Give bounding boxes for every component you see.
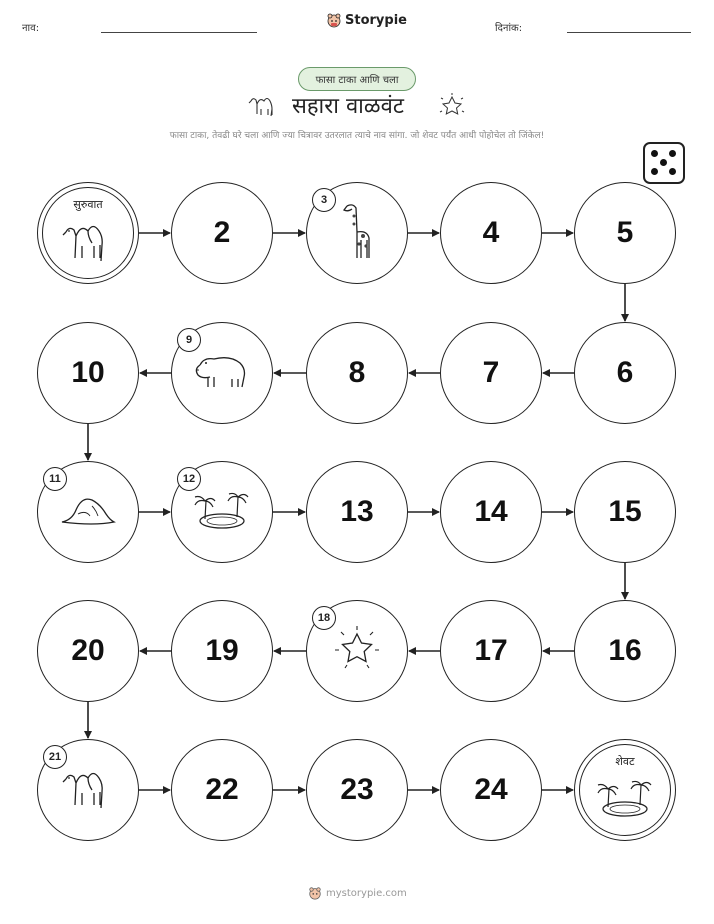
board-cell[interactable]: [574, 461, 676, 563]
board-cell[interactable]: [306, 739, 408, 841]
finish-label: शेवट: [615, 755, 635, 768]
cell-number: 15: [608, 495, 642, 528]
cell-number: 7: [482, 356, 500, 389]
board-cell[interactable]: [171, 600, 273, 702]
start-cell[interactable]: [37, 182, 139, 284]
cell-number: 17: [474, 634, 508, 667]
board-cell[interactable]: [440, 739, 542, 841]
cell-number: 23: [340, 773, 374, 806]
board-cell[interactable]: [306, 461, 408, 563]
cell-number: 10: [71, 356, 105, 389]
board-cell[interactable]: [171, 739, 273, 841]
cell-number-badge: 11: [43, 467, 67, 491]
board-cell[interactable]: [306, 322, 408, 424]
game-title: सहारा वाळवंट: [292, 94, 404, 119]
finish-cell[interactable]: [574, 739, 676, 841]
cell-number: 16: [608, 634, 642, 667]
camel-icon: [60, 765, 116, 815]
cell-number: 22: [205, 773, 239, 806]
start-label: सुरुवात: [73, 198, 103, 211]
cell-number: 20: [71, 634, 105, 667]
cell-number: 24: [474, 773, 508, 806]
name-label: नाव:: [22, 23, 40, 34]
board-cell[interactable]: [440, 600, 542, 702]
brand-name: Storypie: [345, 12, 407, 28]
board-cell[interactable]: [37, 322, 139, 424]
cell-number: 2: [213, 216, 231, 249]
cell-number: 8: [348, 356, 366, 389]
board-cell[interactable]: [440, 322, 542, 424]
board-cell[interactable]: [574, 322, 676, 424]
cell-number: 4: [482, 216, 500, 249]
board-cell[interactable]: [440, 182, 542, 284]
storypie-mascot-icon: [308, 886, 322, 900]
giraffe-icon: [337, 202, 377, 264]
sand-dune-icon: [58, 492, 118, 532]
cell-number: 13: [340, 495, 374, 528]
footer-url[interactable]: mystorypie.com: [326, 887, 407, 899]
cell-number-badge: 21: [43, 745, 67, 769]
cell-number-badge: 9: [177, 328, 201, 352]
footer: [308, 886, 407, 900]
cell-number-badge: 12: [177, 467, 201, 491]
cell-number: 6: [616, 356, 634, 389]
cell-number-badge: 3: [312, 188, 336, 212]
board-cell[interactable]: [37, 600, 139, 702]
date-label: दिनांक:: [495, 23, 523, 34]
cell-number: 19: [205, 634, 239, 667]
board-cell[interactable]: [574, 182, 676, 284]
star-icon: [331, 624, 383, 678]
hippo-icon: [192, 351, 252, 395]
cell-number: 5: [616, 216, 634, 249]
oasis-icon: [594, 775, 656, 825]
game-tag: फासा टाका आणि चला: [298, 67, 416, 91]
board-cell[interactable]: [440, 461, 542, 563]
oasis-icon: [191, 487, 253, 537]
cell-number-badge: 18: [312, 606, 336, 630]
cell-number: 14: [474, 495, 508, 528]
board-cell[interactable]: [574, 600, 676, 702]
instructions-text: फासा टाका, तेवढी घरे चला आणि ज्या चित्रावर उतरलात त्याचे नाव सांगा. जो शेवट पर्यंत आधी पोहोचेल तो जिंकेल!: [169, 131, 545, 141]
board-cell[interactable]: [171, 182, 273, 284]
camel-icon: [60, 218, 116, 268]
